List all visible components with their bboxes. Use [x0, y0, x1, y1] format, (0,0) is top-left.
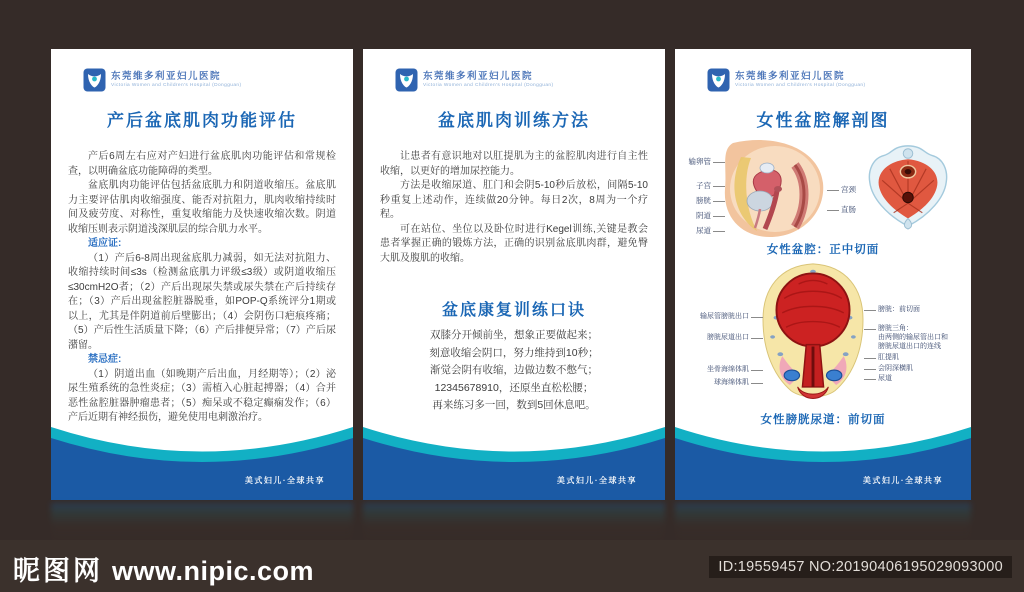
label-bladder-front-view: 膀胱：前切面 [878, 305, 968, 314]
wave-graphic [675, 424, 971, 500]
pelvic-floor-illustration [865, 142, 951, 230]
mnemonic-line: 刻意收缩会阴口，努力维持到10秒； [429, 346, 599, 359]
mnemonic-verse [363, 327, 665, 415]
label-urethra-2: 尿道 [878, 374, 968, 383]
hospital-logo-icon [395, 68, 418, 92]
label-urethra: 尿道 [677, 226, 711, 235]
label-ischiocavernosus: 坐骨海绵体肌 [677, 365, 749, 374]
label-ureter-outlet: 输尿管膀胱出口 [677, 312, 749, 321]
hospital-name-cn: 东莞维多利亚妇儿医院 [111, 71, 222, 83]
poster2-body [380, 150, 648, 266]
hospital-logo [395, 68, 553, 92]
hospital-logo [83, 68, 241, 92]
bladder-urethra-illustration [755, 260, 871, 410]
poster-training-methods [363, 49, 665, 500]
poster1-paragraph: 产后6周左右应对产妇进行盆底肌肉功能评估和常规检查，以明确盆底功能障碍的类型。 [68, 151, 336, 177]
poster1-title: 产后盆底肌肉功能评估 [107, 111, 297, 130]
poster-footer-wave [363, 424, 665, 500]
poster2-subtitle: 盆底康复训练口诀 [441, 302, 586, 319]
hospital-name-cn: 东莞维多利亚妇儿医院 [735, 71, 846, 83]
hospital-name-en: Victoria Women and Children's Hospital (Dongguan) [735, 82, 866, 88]
label-fallopian-tube: 输卵管 [677, 157, 711, 166]
figure1-caption: 女性盆腔：正中切面 [766, 244, 880, 256]
contraindications-label: 禁忌症: [88, 354, 122, 365]
footer-slogan: 美式妇儿·全球共享 [244, 476, 325, 485]
label-bladder-triangle-desc: 膀胱尿道出口的连线 [878, 343, 941, 350]
mnemonic-line: 双膝分开倾前坐，想象正要做起来； [430, 329, 598, 341]
hospital-logo-icon [83, 68, 106, 92]
mnemonic-line: 12345678910，还原坐直松松腰； [434, 381, 594, 394]
label-bulbocavernosus: 球海绵体肌 [677, 378, 749, 387]
label-rectum: 直肠 [841, 205, 867, 214]
poster1-paragraph: 盆底肌肉功能评估包括盆底肌力和阴道收缩压。盆底肌力主要评估肌肉收缩强度、能否对抗阻力，肌肉收缩持续时间及疲劳度、对称性，重复收缩能力及快速收缩次数。阴道收缩压则表示阴道浅深肌层的综合肌力水平。 [68, 180, 336, 235]
label-deep-transverse-perineal: 会阴深横肌 [878, 364, 968, 373]
poster-postpartum-evaluation [51, 49, 353, 500]
watermark-bar [0, 540, 1024, 592]
poster1-body [68, 150, 336, 426]
hospital-name-en: Victoria Women and Children's Hospital (Dongguan) [423, 82, 554, 88]
label-cervix: 宫颈 [841, 185, 867, 194]
label-bladder: 膀胱 [677, 196, 711, 205]
image-id-badge: ID:19559457 NO:20190406195029093000 [709, 556, 1012, 578]
figure2-caption: 女性膀胱尿道：前切面 [760, 414, 886, 426]
label-uterus: 子宫 [677, 181, 711, 190]
poster-footer-wave [675, 424, 971, 500]
poster3-title: 女性盆腔解剖图 [756, 111, 890, 130]
hospital-name-en: Victoria Women and Children's Hospital (Dongguan) [111, 82, 242, 88]
contraindications-text: （1）阴道出血（如晚期产后出血，月经期等）；（2）泌尿生殖系统的急性炎症；（3）需植入心脏起搏器；（4）合并恶性盆腔脏器肿瘤患者；（5）痴呆或不稳定癫痫发作；（6）产后近期有神经损伤，避免使用电刺激治疗。 [68, 368, 336, 423]
hospital-logo [707, 68, 865, 92]
wave-graphic [51, 424, 353, 500]
footer-slogan: 美式妇儿·全球共享 [862, 476, 943, 485]
poster2-paragraph: 让患者有意识地对以肛提肌为主的盆腔肌肉进行自主性收缩，以更好的增加尿控能力。 [380, 151, 648, 177]
site-name: 昵图网 [13, 556, 103, 586]
label-levator-ani: 肛提肌 [878, 353, 968, 362]
label-vagina: 阴道 [677, 211, 711, 220]
hospital-name-cn: 东莞维多利亚妇儿医院 [423, 71, 534, 83]
site-url: www.nipic.com [112, 556, 315, 586]
indications-text: （1）产后6-8周出现盆底肌力减弱，如无法对抗阻力、收缩持续时间≤3s（检测盆底肌力评级≤3级）或阴道收缩压≤30cmH2O者；（2）产后出现尿失禁或尿失禁在产后持续存在；（3）产后出现盆腔脏器脱垂，如POP-Q系统评分1期或以上，尤其是伴阴道前后壁膨出；（4）会阴伤口疤痕疼痛；（5）产后性生活质量下降；（6）产后排便异常；（7）产后尿潴留。 [68, 252, 336, 351]
label-bladder-triangle-desc: 由两侧的输尿管出口和 [878, 334, 948, 341]
mnemonic-line: 渐觉会阴有收缩，边做边数不憋气； [430, 364, 598, 376]
label-bladder-triangle: 膀胱三角： [878, 324, 968, 333]
label-bladder-urethra-outlet: 膀胱尿道出口 [677, 333, 749, 342]
poster2-title: 盆底肌肉训练方法 [438, 111, 590, 130]
poster-pelvic-anatomy [675, 49, 971, 500]
site-watermark [13, 549, 314, 588]
poster2-paragraph: 方法是收缩尿道、肛门和会阴5-10秒后放松，间隔5-10秒重复上述动作，连续做20分钟。每日2次，8周为一个疗程。 [380, 180, 648, 220]
indications-label: 适应证: [88, 238, 122, 249]
poster-footer-wave [51, 424, 353, 500]
footer-slogan: 美式妇儿·全球共享 [556, 476, 637, 485]
poster2-paragraph: 可在站位、坐位以及卧位时进行Kegel训练,关键是教会患者掌握正确的锻炼方法，正确的识别盆底肌肉群，避免臀大肌及腹肌的收缩。 [380, 223, 648, 264]
mnemonic-line: 再来练习多一回，数到5回休息吧。 [432, 399, 596, 411]
hospital-logo-icon [707, 68, 730, 92]
wave-graphic [363, 424, 665, 500]
sagittal-pelvis-illustration [715, 137, 833, 239]
